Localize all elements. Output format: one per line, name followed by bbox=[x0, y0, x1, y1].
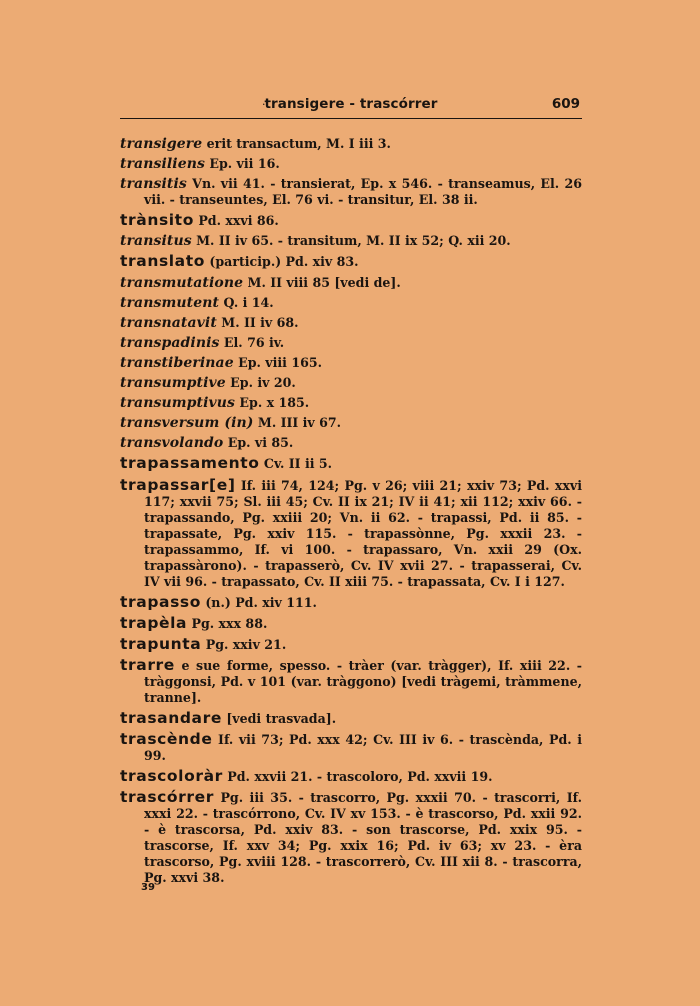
headword: trapassamento bbox=[120, 454, 260, 473]
entry-text: (particip.) Pd. xiv 83. bbox=[205, 254, 359, 270]
headword: trapassar[e] bbox=[120, 475, 236, 494]
entry-transitis bbox=[120, 176, 582, 208]
entry-text: (n.) Pd. xiv 111. bbox=[200, 594, 317, 610]
entry-trapela bbox=[120, 615, 582, 632]
entry-text: M. III iv 67. bbox=[253, 415, 342, 431]
headword: transiliens bbox=[120, 156, 205, 173]
entry-text: M. II iv 68. bbox=[216, 314, 299, 330]
entry-text: erit transactum, M. I iii 3. bbox=[202, 136, 391, 151]
headword: transpadinis bbox=[120, 334, 220, 351]
entry-trapassamento bbox=[120, 455, 582, 472]
headword: transitus bbox=[120, 233, 192, 250]
entry-transvolando bbox=[120, 435, 582, 451]
entry-transigere bbox=[120, 136, 582, 152]
entry-text: Pg. iii 35. - trascorro, Pg. xxxii 70. - trascorri, If. xxxi 22. - trascórrono, Cv. IV xv 153. - è trascorso, Pd. xxii 92. - è trascorsa, Pd. xxiv 83. - son trascorse, Pd. xxix 95. - trascorse, If. xxv 34; Pg. xxix 16; Pd. iv 63; xv 23. - èra trascorso, Pg. xviii 128. - trascorrerò, Cv. III xii 8. - trascorra, Pg. xxvi 38. bbox=[144, 790, 582, 886]
entry-text: M. II iv 65. - transitum, M. II ix 52; Q. xii 20. bbox=[191, 233, 511, 249]
entry-text: El. 76 iv. bbox=[219, 334, 285, 350]
entry-trascorrer bbox=[120, 789, 582, 886]
page-header bbox=[120, 94, 582, 119]
headword: trascoloràr bbox=[120, 767, 223, 786]
entry-text: Ep. iv 20. bbox=[225, 375, 296, 391]
headword: trapasso bbox=[120, 592, 201, 611]
entry-text: If. iii 74, 124; Pg. v 26; viii 21; xxiv 73; Pd. xxvi 117; xxvii 75; Sl. iii 45; Cv. II ix 21; IV ii 41; xii 112; xxiv 66. - trapassando, Pg. xxiii 20; Vn. ii 62. - trapassi, Pd. ii 85. - trapassate, Pg. xxiv 115. - trapassònne, Pg. xxxii 23. - trapassammo, If. vi 100. - trapassaro, Vn. xxii 29 (Ox. trapassàrono). - trapasserò, Cv. IV xvii 27. - trapasserai, Cv. IV vii 96. - trapassato, Cv. II xiii 75. - trapassata, Cv. I i 127. bbox=[144, 477, 582, 589]
headword: transnatavit bbox=[120, 314, 217, 331]
entry-text: Ep. vi 85. bbox=[223, 435, 294, 451]
entry-text: Pg. xxiv 21. bbox=[201, 636, 287, 652]
entry-trascolorar bbox=[120, 768, 582, 785]
headword: translato bbox=[120, 252, 206, 271]
entry-text: Pg. xxx 88. bbox=[187, 615, 268, 631]
entry-transmutatione bbox=[120, 275, 582, 291]
headword: trascènde bbox=[120, 730, 213, 749]
entry-transversum bbox=[120, 415, 582, 431]
entry-text: Ep. vii 16. bbox=[205, 156, 280, 172]
entry-transitus bbox=[120, 233, 582, 249]
entry-text: Ep. x 185. bbox=[235, 395, 310, 411]
headword: trarre bbox=[120, 655, 175, 674]
entry-translato bbox=[120, 253, 582, 270]
entry-transmutent bbox=[120, 295, 582, 311]
entry-text: Cv. II ii 5. bbox=[259, 456, 333, 472]
entry-text: Q. i 14. bbox=[219, 294, 274, 310]
entry-text: M. II viii 85 [vedi de]. bbox=[243, 274, 401, 290]
entry-trascende bbox=[120, 731, 582, 764]
header-dot: · bbox=[262, 98, 266, 111]
headword: transumptivus bbox=[120, 395, 236, 412]
entry-text: If. vii 73; Pd. xxx 42; Cv. III iv 6. - trascènda, Pd. i 99. bbox=[144, 732, 582, 764]
signature-mark: 39 bbox=[141, 882, 155, 893]
headword: trapunta bbox=[120, 634, 202, 653]
headword: trasandare bbox=[120, 708, 222, 727]
running-title: transigere - trascórrer bbox=[264, 96, 438, 112]
entries-list bbox=[120, 136, 582, 890]
entry-transnatavit bbox=[120, 315, 582, 331]
entry-text: Pd. xxvi 86. bbox=[193, 213, 279, 229]
entry-transumptivus bbox=[120, 395, 582, 411]
entry-transumptive bbox=[120, 375, 582, 391]
entry-transpadinis bbox=[120, 335, 582, 351]
entry-text: Vn. vii 41. - transierat, Ep. x 546. - transeamus, El. 26 vii. - transeuntes, El. 76 vi. - transitur, El. 38 ii. bbox=[144, 176, 582, 208]
headword: transversum (in) bbox=[120, 415, 254, 432]
entry-text: [vedi trasvada]. bbox=[221, 710, 337, 726]
entry-trapunta bbox=[120, 636, 582, 653]
entry-text: Ep. viii 165. bbox=[233, 354, 323, 370]
entry-transito bbox=[120, 212, 582, 229]
headword: transmutatione bbox=[120, 274, 244, 291]
entry-trarre bbox=[120, 657, 582, 706]
headword: trascórrer bbox=[120, 788, 215, 807]
headword: transumptive bbox=[120, 375, 226, 392]
headword: transmutent bbox=[120, 294, 220, 311]
headword: transvolando bbox=[120, 435, 224, 452]
entry-trasandare bbox=[120, 710, 582, 727]
headword: trànsito bbox=[120, 211, 194, 230]
entry-text: e sue forme, spesso. - tràer (var. tràgger), If. xiii 22. - tràggonsi, Pd. v 101 (var. tràggono) [vedi tràgemi, tràmmene, tranne]. bbox=[144, 657, 582, 705]
page-number: 609 bbox=[551, 96, 580, 112]
entry-trapassare bbox=[120, 477, 582, 590]
entry-transiliens bbox=[120, 156, 582, 172]
headword: transitis bbox=[120, 176, 187, 193]
headword: transigere bbox=[120, 136, 203, 152]
entry-transtiberinae bbox=[120, 355, 582, 371]
headword: trapèla bbox=[120, 613, 188, 632]
entry-trapasso bbox=[120, 594, 582, 611]
headword: transtiberinae bbox=[120, 354, 234, 371]
entry-text: Pd. xxvii 21. - trascoloro, Pd. xxvii 19. bbox=[222, 769, 493, 785]
